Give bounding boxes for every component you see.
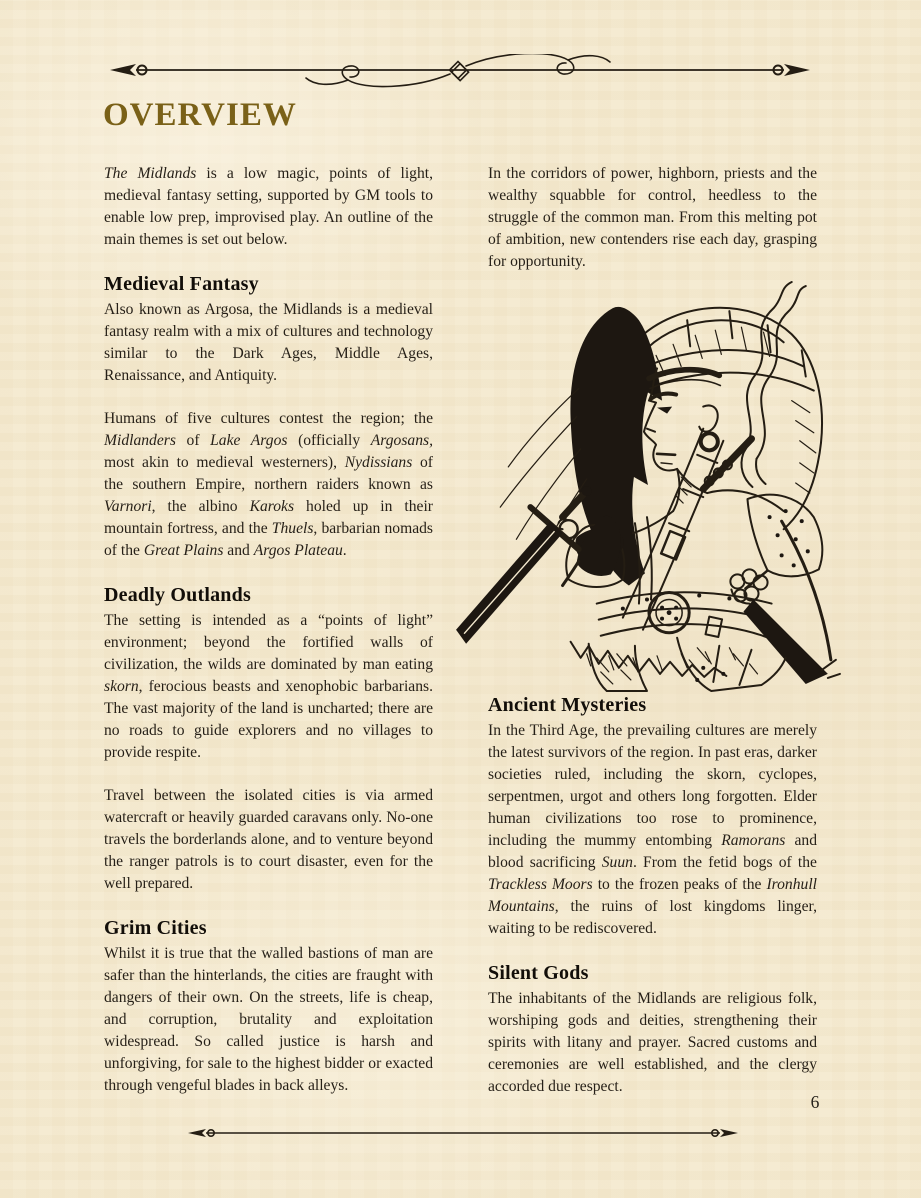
paragraph: In the corridors of power, highborn, priests and the wealthy squabble for control, heedless to the struggle of the common man. From this melting pot of ambition, new contenders rise each day, grasping for opportunity. bbox=[488, 165, 817, 270]
footer-divider-ornament bbox=[186, 1124, 740, 1142]
page-title: OVERVIEW bbox=[103, 97, 297, 133]
paragraph: The inhabitants of the Midlands are religious folk, worshiping gods and deities, strengthening their spirits with litany and prayer. Sacred customs and ceremonies are well established, and the clergy accorded due respect. bbox=[488, 990, 817, 1095]
barbarian-warrior-illustration bbox=[488, 294, 817, 672]
left-column bbox=[104, 163, 433, 1119]
section-heading-ancient-mysteries: Ancient Mysteries bbox=[488, 694, 647, 716]
paragraph: Whilst it is true that the walled bastions of man are safer than the hinterlands, the cities are fraught with dangers of their own. On the streets, life is cheap, and corruption, brutality and exploitation widespread. So called justice is harsh and unforgiving, for sale to the highest bidder or exacted through vengeful blades in back alleys. bbox=[104, 945, 433, 1094]
intro-paragraph: The Midlands is a low magic, points of light, medieval fantasy setting, supported by GM tools to enable low prep, improvised play. An outline of the main themes is set out below. bbox=[104, 165, 434, 248]
paragraph: Humans of five cultures contest the region; the Midlanders of Lake Argos (officially Argosans, most akin to medieval westerners), Nydissians of the southern Empire, northern raiders known as Varnori, the albino Karoks holed up in their mountain fortress, and the Thuels, barbarian nomads of the Great Plains and Argos Plateau. bbox=[104, 410, 434, 559]
paragraph: In the Third Age, the prevailing cultures are merely the latest survivors of the region. In past eras, darker societies ruled, including the skorn, cyclopes, serpentmen, urgot and others long forgotten. Elder human civilizations too rose to prominence, including the mummy entombing Ramorans and blood sacrificing Suun. From the fetid bogs of the Trackless Moors to the frozen peaks of the Ironhull Mountains, the ruins of lost kingdoms linger, waiting to be rediscovered. bbox=[488, 722, 818, 937]
section-heading-deadly-outlands: Deadly Outlands bbox=[104, 584, 251, 606]
paragraph: Travel between the isolated cities is via armed watercraft or heavily guarded caravans only. No-one travels the borderlands alone, and to venture beyond the ranger patrols is to court disaster, even for the well prepared. bbox=[104, 787, 433, 892]
section-heading-medieval-fantasy: Medieval Fantasy bbox=[104, 273, 259, 295]
paragraph: The setting is intended as a “points of light” environment; beyond the fortified walls of civilization, the wilds are dominated by man eating skorn, ferocious beasts and xenophobic barbarians. The vast majority of the land is uncharted; there are no roads to guide explorers and no villages to provide respite. bbox=[104, 612, 433, 761]
header-divider-ornament bbox=[106, 54, 814, 88]
page-number: 6 bbox=[810, 1092, 820, 1112]
right-column bbox=[488, 163, 817, 1119]
paragraph: Also known as Argosa, the Midlands is a medieval fantasy realm with a mix of cultures and technology similar to the Dark Ages, Middle Ages, Renaissance, and Antiquity. bbox=[104, 301, 433, 384]
section-heading-grim-cities: Grim Cities bbox=[104, 917, 207, 939]
section-heading-silent-gods: Silent Gods bbox=[488, 962, 589, 984]
two-column-text bbox=[104, 163, 817, 1119]
